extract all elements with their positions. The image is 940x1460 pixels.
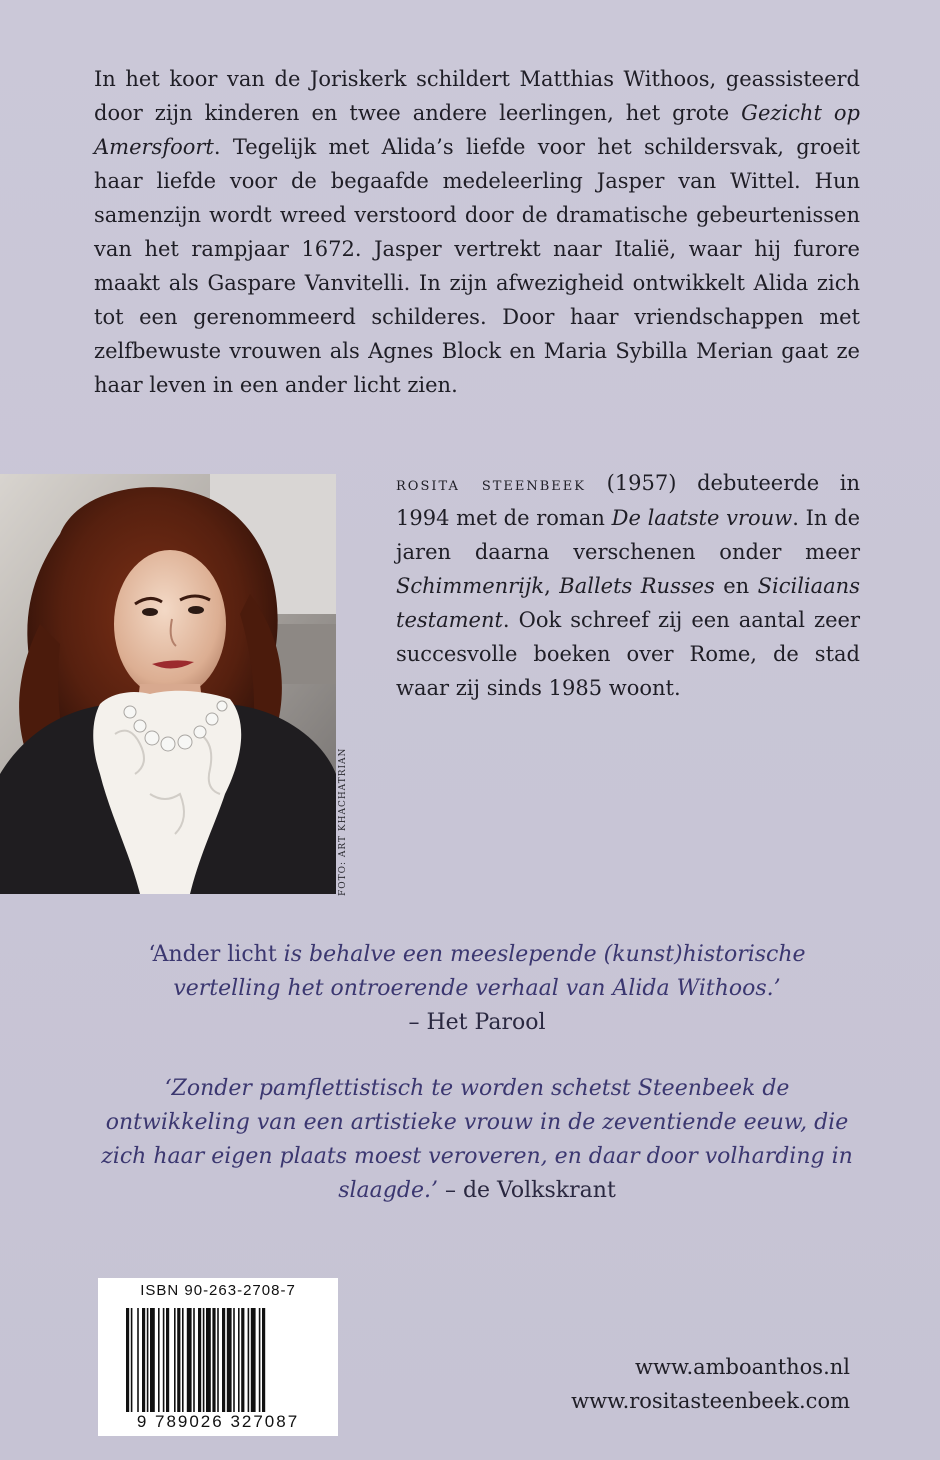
quote-source: – Het Parool <box>408 1010 546 1035</box>
quote-text: ‘Zonder pamflettistisch te worden schetst Steenbeek de ontwikkeling van een artistieke vrouw in de zeventiende eeuw, die zich haar eigen plaats moest veroveren, en daar door volharding in slaagde.’ <box>101 1076 853 1203</box>
photo-credit: FOTO: ART KHACHATRIAN <box>338 747 348 896</box>
link-author[interactable]: www.rositasteenbeek.com <box>571 1389 850 1413</box>
blurb-part-1: In het koor van de Joriskerk schildert Matthias Withoos, geassisteerd door zijn kinderen en twee andere leerlingen, het grote <box>94 67 860 125</box>
book-title-3: Ballets Russes <box>559 574 715 598</box>
bio-part-3: , <box>544 574 560 598</box>
blurb-part-2: . Tegelijk met Alida’s liefde voor het schildersvak, groeit haar liefde voor de begaafde medeleerling Jasper van Wittel. Hun samenzijn wordt wreed verstoord door de dramatische gebeurtenissen van het rampjaar 1672. Jasper vertrekt naar Italië, waar hij furore maakt als Gaspare Vanvitelli. In zijn afwezigheid ontwikkelt Alida zich tot een gerenommeerd schilderes. Door haar vriendschappen met zelfbewuste vrouwen als Agnes Block en Maria Sybilla Merian gaat ze haar leven in een ander licht zien. <box>94 135 860 397</box>
author-bio <box>396 466 860 705</box>
isbn-label: ISBN 90-263-2708-7 <box>140 1282 296 1299</box>
quote-source: – de Volkskrant <box>437 1178 616 1203</box>
review-quote-volkskrant <box>94 1072 860 1208</box>
book-title-1: De laatste vrouw <box>611 506 793 530</box>
author-name: rosita steenbeek <box>396 473 586 495</box>
isbn-barcode <box>98 1278 338 1436</box>
quote-book-title: Ander licht <box>152 942 277 967</box>
book-blurb <box>94 62 860 402</box>
bio-part-4: en <box>714 574 758 598</box>
review-quote-parool <box>94 938 860 1040</box>
bio-part-2: . In de jaren daarna verschenen onder meer <box>396 506 861 564</box>
painting-title: Gezicht op Amersfoort <box>94 101 860 159</box>
book-title-4: Siciliaans testament <box>396 574 860 632</box>
author-photo <box>0 474 336 894</box>
barcode-icon <box>124 1308 314 1412</box>
quote-open-mark: ‘ <box>148 942 153 967</box>
website-links <box>430 1350 850 1418</box>
link-publisher[interactable]: www.amboanthos.nl <box>635 1355 850 1379</box>
bio-part-5: . Ook schreef zij een aantal zeer succesvolle boeken over Rome, de stad waar zij sinds 1985 woont. <box>396 608 860 700</box>
book-title-2: Schimmenrijk <box>396 574 545 598</box>
bio-part-1: (1957) debuteerde in 1994 met de roman <box>396 471 860 530</box>
barcode-number: 9 789026 327087 <box>136 1412 300 1431</box>
quote-text: is behalve een meeslepende (kunst)historische vertelling het ontroerende verhaal van Alida Withoos.’ <box>173 942 806 1001</box>
